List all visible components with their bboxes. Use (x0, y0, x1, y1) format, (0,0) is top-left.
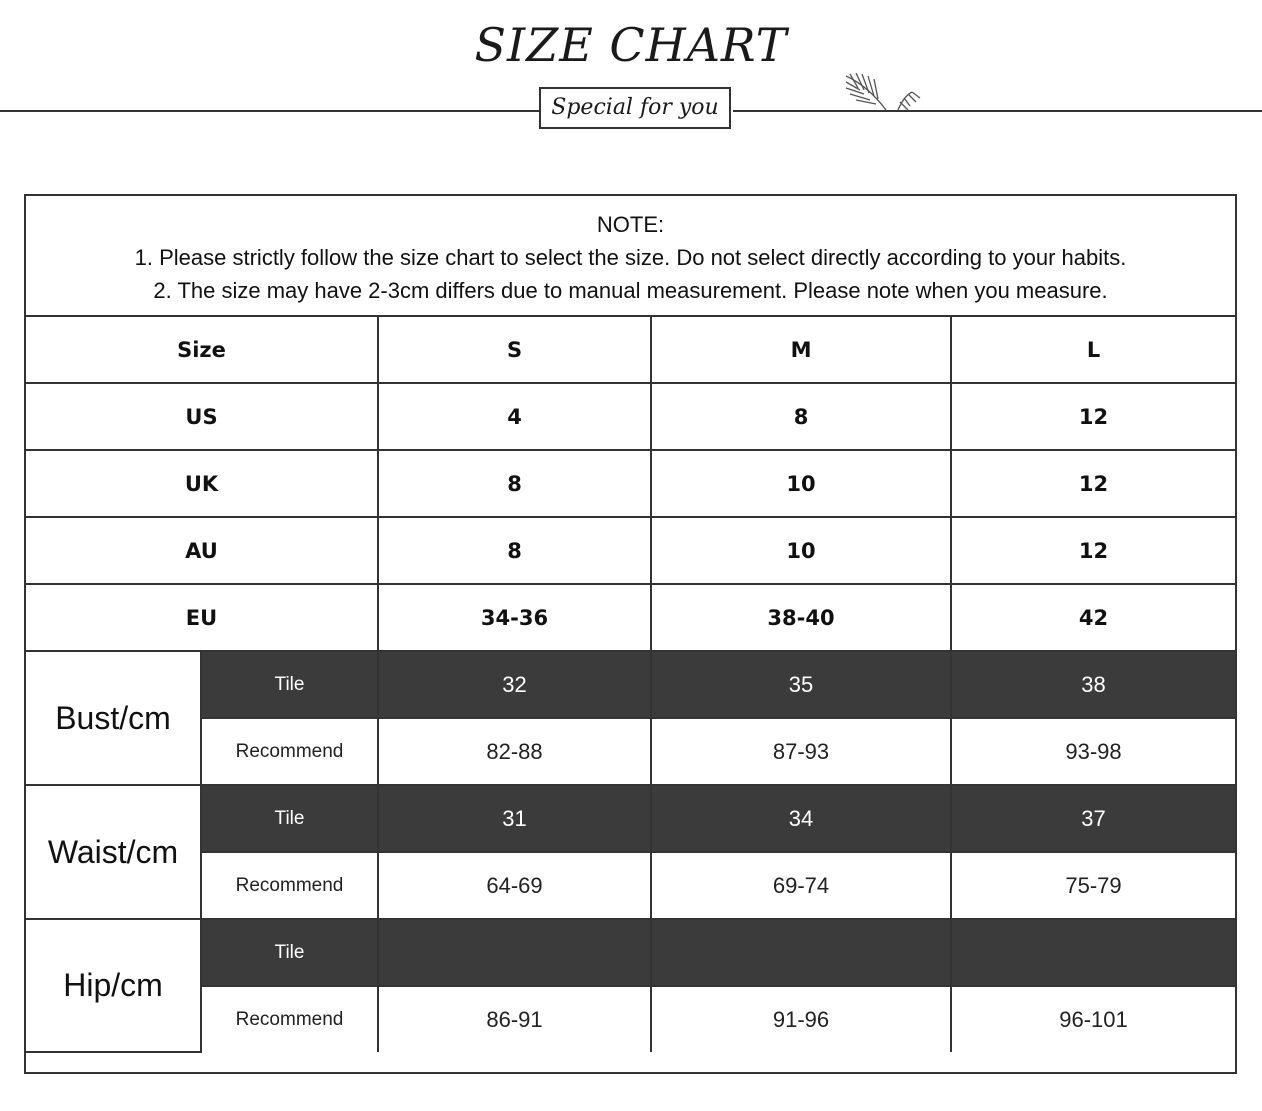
page-title: SIZE CHART (474, 18, 788, 72)
recommend-label: Recommend (201, 986, 378, 1052)
region-label: EU (26, 584, 378, 651)
table-cell: 4 (378, 383, 651, 450)
tile-label: Tile (201, 785, 378, 852)
note-box (26, 196, 1235, 317)
size-chart-table (24, 194, 1237, 1074)
table-cell: 75-79 (951, 852, 1235, 919)
tile-label: Tile (201, 919, 378, 986)
measurement-label-waist: Waist/cm (26, 785, 201, 919)
table-row-waist-recommend (26, 852, 1235, 919)
measurement-label-bust: Bust/cm (26, 651, 201, 785)
measurement-label-hip: Hip/cm (26, 919, 201, 1052)
table-cell: 10 (651, 450, 951, 517)
region-label: UK (26, 450, 378, 517)
table-row-hip-recommend (26, 986, 1235, 1052)
size-s-header: S (378, 317, 651, 383)
table-row-size-header (26, 317, 1235, 383)
table-cell: 8 (651, 383, 951, 450)
table-cell: 12 (951, 383, 1235, 450)
table-cell: 8 (378, 517, 651, 584)
table-cell: 42 (951, 584, 1235, 651)
table-cell (651, 919, 951, 986)
table-cell: 10 (651, 517, 951, 584)
table-cell: 34 (651, 785, 951, 852)
table-cell: 12 (951, 450, 1235, 517)
note-heading: NOTE: (596, 212, 665, 237)
table-row-us (26, 383, 1235, 450)
table-row-bust-tile (26, 651, 1235, 718)
region-label: US (26, 383, 378, 450)
table-row-waist-tile (26, 785, 1235, 852)
table-cell: 91-96 (651, 986, 951, 1052)
table-cell: 93-98 (951, 718, 1235, 785)
size-l-header: L (951, 317, 1235, 383)
size-table (26, 317, 1235, 1053)
table-row-eu (26, 584, 1235, 651)
header-divider-right (733, 110, 1262, 112)
table-cell: 34-36 (378, 584, 651, 651)
table-cell: 8 (378, 450, 651, 517)
table-cell: 37 (951, 785, 1235, 852)
table-cell (378, 919, 651, 986)
subtitle-box: Special for you (539, 87, 731, 129)
size-m-header: M (651, 317, 951, 383)
recommend-label: Recommend (201, 718, 378, 785)
header-divider-left (0, 110, 540, 112)
table-cell: 86-91 (378, 986, 651, 1052)
table-row-bust-recommend (26, 718, 1235, 785)
table-cell: 12 (951, 517, 1235, 584)
table-row-au (26, 517, 1235, 584)
table-row-uk (26, 450, 1235, 517)
table-cell: 96-101 (951, 986, 1235, 1052)
table-cell (951, 919, 1235, 986)
recommend-label: Recommend (201, 852, 378, 919)
tile-label: Tile (201, 651, 378, 718)
size-chart-header (0, 0, 1262, 150)
table-cell: 35 (651, 651, 951, 718)
region-label: AU (26, 517, 378, 584)
table-cell: 69-74 (651, 852, 951, 919)
table-cell: 31 (378, 785, 651, 852)
size-header-cell: Size (26, 317, 378, 383)
table-cell: 32 (378, 651, 651, 718)
note-line-1: 1. Please strictly follow the size chart to select the size. Do not select directly according to your habits. (134, 245, 1127, 270)
table-cell: 64-69 (378, 852, 651, 919)
table-cell: 38 (951, 651, 1235, 718)
table-row-hip-tile (26, 919, 1235, 986)
table-cell: 87-93 (651, 718, 951, 785)
note-line-2: 2. The size may have 2-3cm differs due to manual measurement. Please note when you measure. (153, 278, 1108, 303)
leaf-icon (838, 66, 933, 114)
table-cell: 82-88 (378, 718, 651, 785)
table-cell: 38-40 (651, 584, 951, 651)
